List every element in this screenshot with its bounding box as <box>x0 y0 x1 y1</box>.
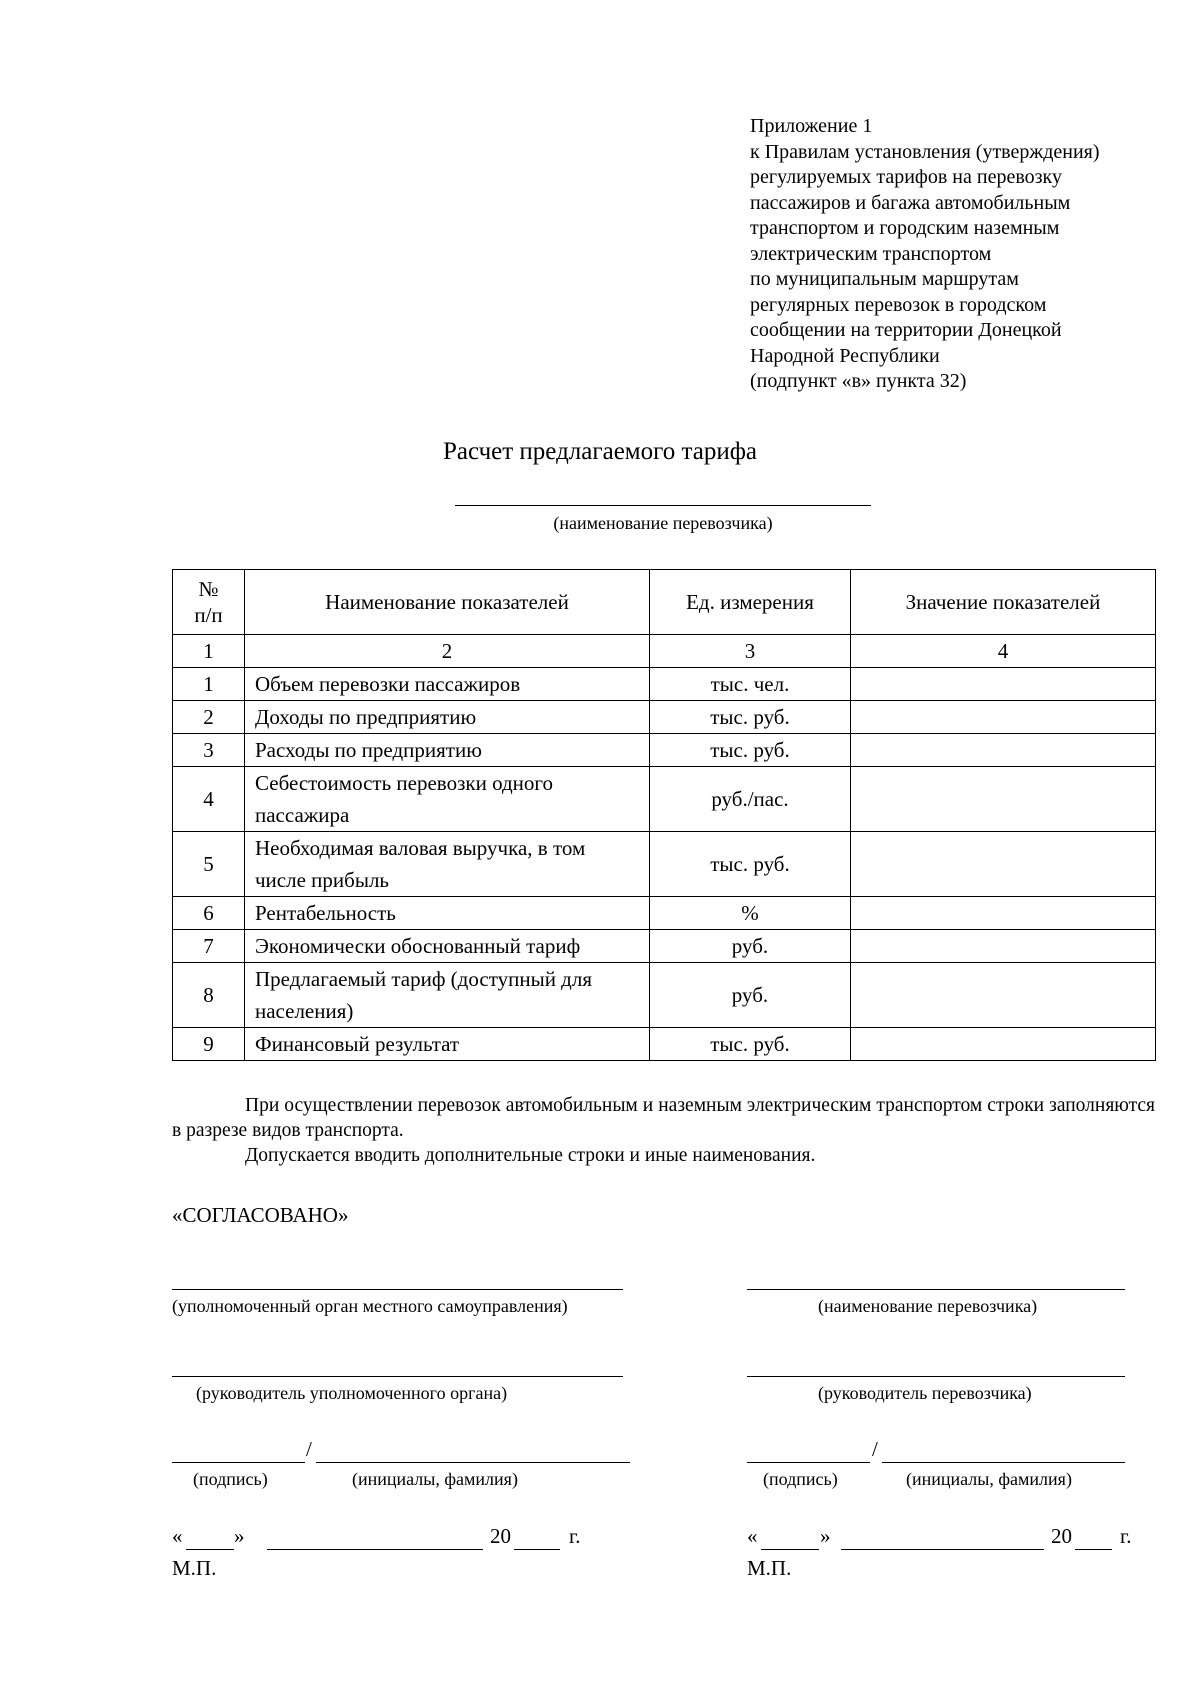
left-year-suffix: г. <box>569 1524 581 1548</box>
left-stamp: М.П. <box>172 1556 217 1580</box>
row-unit: тыс. руб. <box>650 734 851 767</box>
header-number-abbr: п/п <box>194 603 223 627</box>
row-unit: тыс. руб. <box>650 701 851 734</box>
column-number: 2 <box>245 635 650 668</box>
left-signature-line[interactable] <box>172 1462 305 1463</box>
right-month-line[interactable] <box>841 1549 1044 1550</box>
header-number <box>173 570 245 635</box>
row-number: 3 <box>173 734 245 767</box>
right-year-suffix: г. <box>1120 1524 1132 1548</box>
column-number-row <box>173 635 1156 668</box>
table-row <box>173 734 1156 767</box>
row-unit: руб. <box>650 930 851 963</box>
tariff-table <box>172 569 1156 1061</box>
right-year-prefix: 20 <box>1051 1524 1072 1548</box>
right-slash: / <box>872 1437 878 1461</box>
appendix-line: к Правилам установления (утверждения) <box>750 140 1100 163</box>
right-initials-caption: (инициалы, фамилия) <box>906 1469 1072 1489</box>
row-value-cell[interactable] <box>851 963 1156 1028</box>
table-row <box>173 963 1156 1028</box>
appendix-line: электрическим транспортом <box>750 242 992 265</box>
row-number: 4 <box>173 767 245 832</box>
table-row <box>173 897 1156 930</box>
row-number: 6 <box>173 897 245 930</box>
right-signature-line[interactable] <box>747 1462 870 1463</box>
row-name: Рентабельность <box>245 897 650 930</box>
row-name: Финансовый результат <box>245 1028 650 1061</box>
row-name: Необходимая валовая выручка, в том числе прибыль <box>245 832 650 897</box>
left-signature-caption: (подпись) <box>193 1469 268 1489</box>
table-row <box>173 767 1156 832</box>
header-value: Значение показателей <box>851 570 1156 635</box>
row-name: Предлагаемый тариф (доступный для населения) <box>245 963 650 1028</box>
row-value-cell[interactable] <box>851 701 1156 734</box>
column-number: 3 <box>650 635 851 668</box>
note-paragraph: При осуществлении перевозок автомобильным и наземным электрическим транспортом строки заполняются в разрезе видов транспорта. <box>172 1095 1155 1141</box>
appendix-reference <box>750 114 1170 395</box>
row-name: Доходы по предприятию <box>245 701 650 734</box>
right-year-line[interactable] <box>1075 1549 1112 1550</box>
carrier-name-line[interactable] <box>455 505 871 506</box>
right-head-caption: (руководитель перевозчика) <box>818 1383 1032 1403</box>
document-title: Расчет предлагаемого тарифа <box>442 438 758 465</box>
right-date-close: » <box>820 1524 831 1548</box>
appendix-line: Народной Республики <box>750 344 940 367</box>
row-unit: % <box>650 897 851 930</box>
right-org-caption: (наименование перевозчика) <box>818 1296 1038 1316</box>
left-org-line[interactable] <box>172 1289 623 1290</box>
row-unit: тыс. руб. <box>650 1028 851 1061</box>
row-unit: руб. <box>650 963 851 1028</box>
table-row <box>173 930 1156 963</box>
row-number: 7 <box>173 930 245 963</box>
left-month-line[interactable] <box>267 1549 483 1550</box>
row-value-cell[interactable] <box>851 897 1156 930</box>
appendix-line: регулируемых тарифов на перевозку <box>750 166 1062 188</box>
table-row <box>173 701 1156 734</box>
right-initials-line[interactable] <box>882 1462 1125 1463</box>
appendix-line: пассажиров и багажа автомобильным <box>750 191 1071 214</box>
left-head-caption: (руководитель уполномоченного органа) <box>196 1383 508 1403</box>
right-org-line[interactable] <box>747 1289 1125 1290</box>
appendix-line: сообщении на территории Донецкой <box>750 319 1062 341</box>
row-value-cell[interactable] <box>851 734 1156 767</box>
row-name: Объем перевозки пассажиров <box>245 668 650 701</box>
notes <box>172 1093 1155 1168</box>
table-row <box>173 832 1156 897</box>
table-row <box>173 1028 1156 1061</box>
row-name: Экономически обоснованный тариф <box>245 930 650 963</box>
row-name: Расходы по предприятию <box>245 734 650 767</box>
left-day-line[interactable] <box>186 1549 234 1550</box>
row-value-cell[interactable] <box>851 930 1156 963</box>
carrier-name-caption: (наименование перевозчика) <box>553 513 773 533</box>
row-number: 5 <box>173 832 245 897</box>
appendix-line: регулярных перевозок в городском <box>750 293 1047 316</box>
right-signature-caption: (подпись) <box>763 1469 838 1489</box>
appendix-line: (подпункт «в» пункта 32) <box>750 370 967 392</box>
right-head-line[interactable] <box>747 1376 1125 1377</box>
header-unit: Ед. измерения <box>650 570 851 635</box>
table-row <box>173 668 1156 701</box>
row-unit: тыс. чел. <box>650 668 851 701</box>
left-slash: / <box>306 1437 312 1461</box>
row-number: 2 <box>173 701 245 734</box>
row-name: Себестоимость перевозки одного пассажира <box>245 767 650 832</box>
table-header-row <box>173 570 1156 635</box>
column-number: 4 <box>851 635 1156 668</box>
left-year-prefix: 20 <box>490 1524 511 1548</box>
approved-heading: «СОГЛАСОВАНО» <box>172 1203 349 1227</box>
right-stamp: М.П. <box>747 1556 792 1580</box>
appendix-line: по муниципальным маршрутам <box>750 268 1019 290</box>
row-number: 9 <box>173 1028 245 1061</box>
appendix-line: транспортом и городским наземным <box>750 217 1060 239</box>
left-initials-line[interactable] <box>316 1462 630 1463</box>
row-unit: тыс. руб. <box>650 832 851 897</box>
header-name: Наименование показателей <box>245 570 650 635</box>
row-value-cell[interactable] <box>851 832 1156 897</box>
column-number: 1 <box>173 635 245 668</box>
right-date-open: « <box>747 1524 758 1548</box>
row-value-cell[interactable] <box>851 668 1156 701</box>
row-value-cell[interactable] <box>851 767 1156 832</box>
row-value-cell[interactable] <box>851 1028 1156 1061</box>
left-year-line[interactable] <box>514 1549 560 1550</box>
left-date-close: » <box>234 1524 245 1548</box>
appendix-line: Приложение 1 <box>750 115 873 137</box>
row-number: 8 <box>173 963 245 1028</box>
row-number: 1 <box>173 668 245 701</box>
left-date-open: « <box>172 1524 183 1548</box>
left-head-line[interactable] <box>172 1376 623 1377</box>
left-initials-caption: (инициалы, фамилия) <box>352 1469 518 1489</box>
right-day-line[interactable] <box>761 1549 819 1550</box>
left-org-caption: (уполномоченный орган местного самоуправления) <box>172 1296 568 1316</box>
row-unit: руб./пас. <box>650 767 851 832</box>
header-number-sign: № <box>198 577 219 601</box>
note-paragraph: Допускается вводить дополнительные строки и иные наименования. <box>245 1145 816 1166</box>
